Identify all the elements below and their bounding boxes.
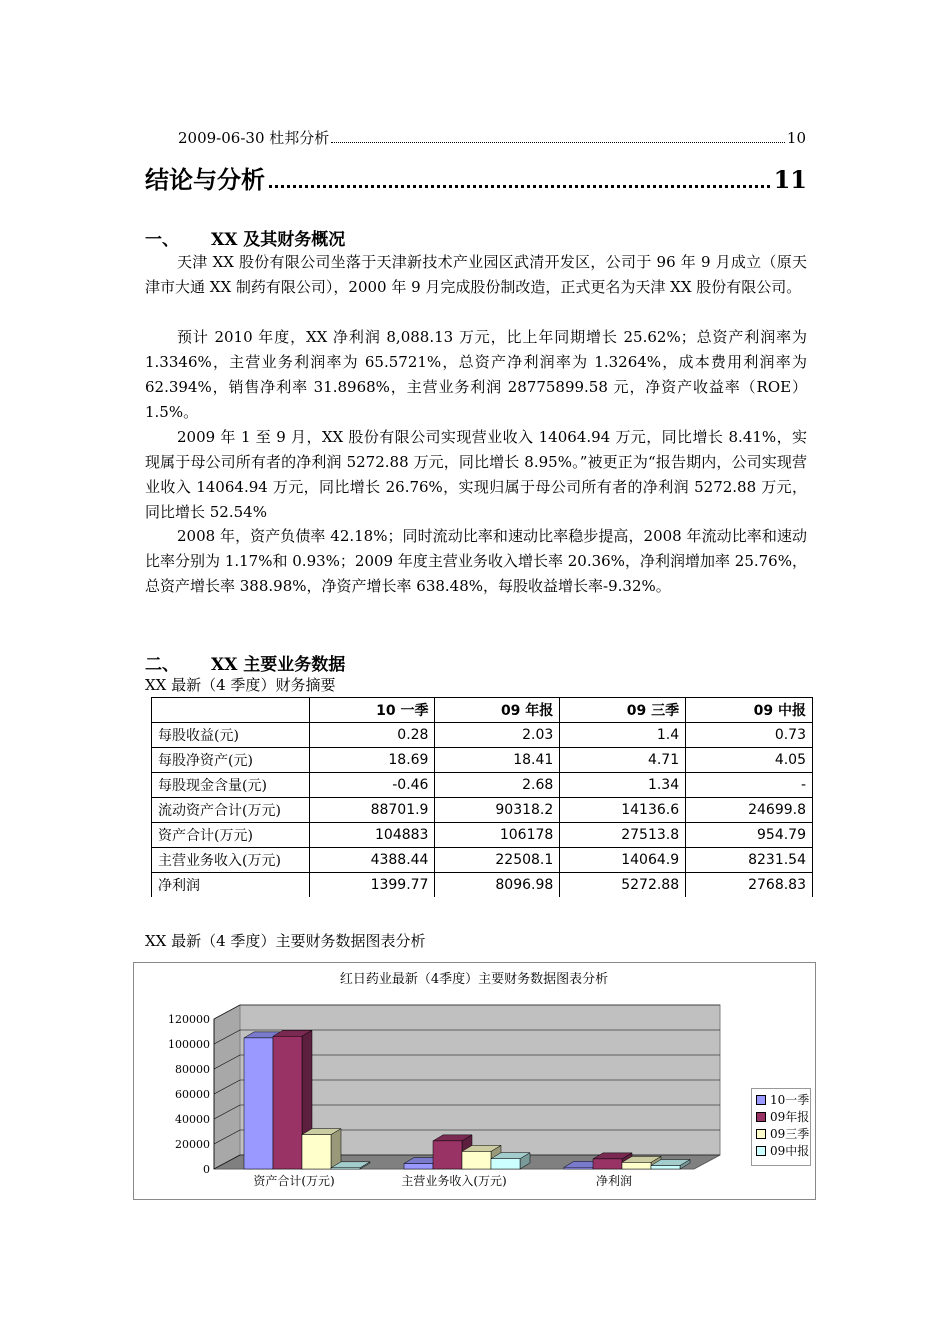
bar	[404, 1164, 433, 1169]
section-heading	[145, 225, 345, 250]
table-row	[152, 823, 813, 848]
table-cell: 24699.8	[686, 798, 813, 823]
table-caption: XX 最新（4 季度）财务摘要	[145, 676, 336, 694]
table-row	[152, 848, 813, 873]
toc-leader-dots	[331, 141, 785, 143]
legend-item	[756, 1142, 810, 1159]
table-cell: -	[686, 773, 813, 798]
paragraph: 预计 2010 年度，XX 净利润 8,088.13 万元，比上年同期增长 25.62%；总资产利润率为 1.3346%，主营业务利润率为 65.5721%，总资产净利润率为 1.3264%，成本费用利润率为 62.394%，销售净利率 31.8968%，主营业务利润 28775899.58 元，净资产收益率（ROE）1.5%。	[145, 328, 807, 421]
section-number: 一、	[145, 230, 179, 250]
table-cell: 1.4	[560, 723, 686, 748]
legend-item	[756, 1091, 810, 1108]
table-cell: 2.03	[435, 723, 560, 748]
table-cell: 27513.8	[560, 823, 686, 848]
y-tick-label: 80000	[175, 1063, 210, 1076]
legend-label: 09年报	[770, 1110, 810, 1124]
table-cell: 8231.54	[686, 848, 813, 873]
table-header-cell	[152, 698, 310, 723]
table-cell: 954.79	[686, 823, 813, 848]
table-cell: 18.69	[309, 748, 435, 773]
table-cell: 14064.9	[560, 848, 686, 873]
bar	[593, 1159, 622, 1169]
table-row	[152, 873, 813, 898]
bar	[433, 1141, 462, 1169]
legend-swatch	[756, 1146, 766, 1156]
chart-legend	[751, 1088, 811, 1166]
toc-leader-dots	[269, 185, 770, 188]
chart-caption: XX 最新（4 季度）主要财务数据图表分析	[145, 932, 426, 950]
y-tick-label: 0	[203, 1163, 210, 1176]
bar	[302, 1135, 331, 1169]
table-cell: 14136.6	[560, 798, 686, 823]
y-tick-label: 120000	[168, 1013, 210, 1026]
table-header-cell: 10 一季	[309, 698, 435, 723]
row-label: 主营业务收入(万元)	[152, 848, 310, 873]
paragraph: 2008 年，资产负债率 42.18%；同时流动比率和速动比率稳步提高，2008 年流动比率和速动比率分别为 1.17%和 0.93%；2009 年度主营业务收入增长率 20.36%，净利润增加率 25.76%，总资产增长率 388.98%，净资产增长率 638.48%，每股收益增长率-9.32%。	[145, 527, 807, 595]
chart-title: 红日药业最新（4季度）主要财务数据图表分析	[339, 972, 609, 987]
x-tick-label: 净利润	[595, 1174, 633, 1188]
section-title: XX 及其财务概况	[211, 230, 346, 250]
table-cell: 4388.44	[309, 848, 435, 873]
x-tick-label: 主营业务收入(万元)	[401, 1174, 507, 1188]
section-number: 二、	[145, 655, 179, 675]
row-label: 流动资产合计(万元)	[152, 798, 310, 823]
y-tick-label: 60000	[175, 1088, 210, 1101]
y-tick-label: 40000	[175, 1113, 210, 1126]
bar	[244, 1038, 273, 1169]
x-tick-label: 资产合计(万元)	[253, 1174, 335, 1188]
legend-item	[756, 1108, 810, 1125]
table-cell: 4.05	[686, 748, 813, 773]
bar-chart	[133, 962, 816, 1200]
bar	[491, 1159, 520, 1169]
toc-entry-label: 结论与分析	[145, 165, 265, 194]
table-cell: 8096.98	[435, 873, 560, 898]
row-label: 每股现金含量(元)	[152, 773, 310, 798]
table-cell: 106178	[435, 823, 560, 848]
bar	[462, 1151, 491, 1169]
row-label: 每股收益(元)	[152, 723, 310, 748]
table-row	[152, 798, 813, 823]
chart-canvas	[134, 963, 815, 1199]
table-row	[152, 773, 813, 798]
table-cell: 88701.9	[309, 798, 435, 823]
table-cell: 104883	[309, 823, 435, 848]
toc-entry-page: 11	[773, 165, 807, 194]
table-cell: 5272.88	[560, 873, 686, 898]
table-cell: 2.68	[435, 773, 560, 798]
table-cell: 4.71	[560, 748, 686, 773]
table-cell: 0.73	[686, 723, 813, 748]
table-header-cell: 09 三季	[560, 698, 686, 723]
toc-entry-conclusion[interactable]	[145, 160, 807, 196]
paragraph: 2009 年 1 至 9 月，XX 股份有限公司实现营业收入 14064.94 万元，同比增长 8.41%，实现属于母公司所有者的净利润 5272.88 万元，同比增长 8.95%。”被更正为“报告期内，公司实现营业收入 14064.94 万元，同比增长 26.76%，实现归属于母公司所有者的净利润 5272.88 万元，同比增长 52.54%	[145, 428, 807, 521]
table-cell: -0.46	[309, 773, 435, 798]
bar	[564, 1167, 593, 1169]
section-heading	[145, 650, 345, 675]
table-header-cell: 09 中报	[686, 698, 813, 723]
bar	[651, 1166, 680, 1169]
legend-swatch	[756, 1129, 766, 1139]
row-label: 净利润	[152, 873, 310, 898]
legend-swatch	[756, 1112, 766, 1122]
bar	[622, 1162, 651, 1169]
paragraph: 天津 XX 股份有限公司坐落于天津新技术产业园区武清开发区，公司于 96 年 9 月成立（原天津市大通 XX 制药有限公司），2000 年 9 月完成股份制改造，正式更名为天津 XX 股份有限公司。	[145, 253, 807, 296]
y-tick-label: 100000	[168, 1038, 210, 1051]
table-cell: 90318.2	[435, 798, 560, 823]
table-row	[152, 723, 813, 748]
table-cell: 18.41	[435, 748, 560, 773]
bar	[331, 1168, 360, 1169]
table-header-row	[152, 698, 813, 723]
legend-label: 09三季	[770, 1127, 810, 1141]
section-title: XX 主要业务数据	[211, 655, 346, 675]
toc-entry-page: 10	[786, 129, 806, 147]
toc-entry-dupont[interactable]	[178, 127, 806, 149]
table-cell: 2768.83	[686, 873, 813, 898]
legend-label: 10一季	[770, 1093, 810, 1107]
toc-entry-label: 2009-06-30 杜邦分析	[178, 129, 330, 147]
table-cell: 22508.1	[435, 848, 560, 873]
legend-swatch	[756, 1095, 766, 1105]
row-label: 资产合计(万元)	[152, 823, 310, 848]
financial-summary-table	[151, 697, 813, 897]
table-cell: 1.34	[560, 773, 686, 798]
bar	[273, 1036, 302, 1169]
row-label: 每股净资产(元)	[152, 748, 310, 773]
legend-item	[756, 1125, 810, 1142]
table-header-cell: 09 年报	[435, 698, 560, 723]
table-row	[152, 748, 813, 773]
y-tick-label: 20000	[175, 1138, 210, 1151]
legend-label: 09中报	[770, 1144, 810, 1158]
table-cell: 0.28	[309, 723, 435, 748]
table-cell: 1399.77	[309, 873, 435, 898]
